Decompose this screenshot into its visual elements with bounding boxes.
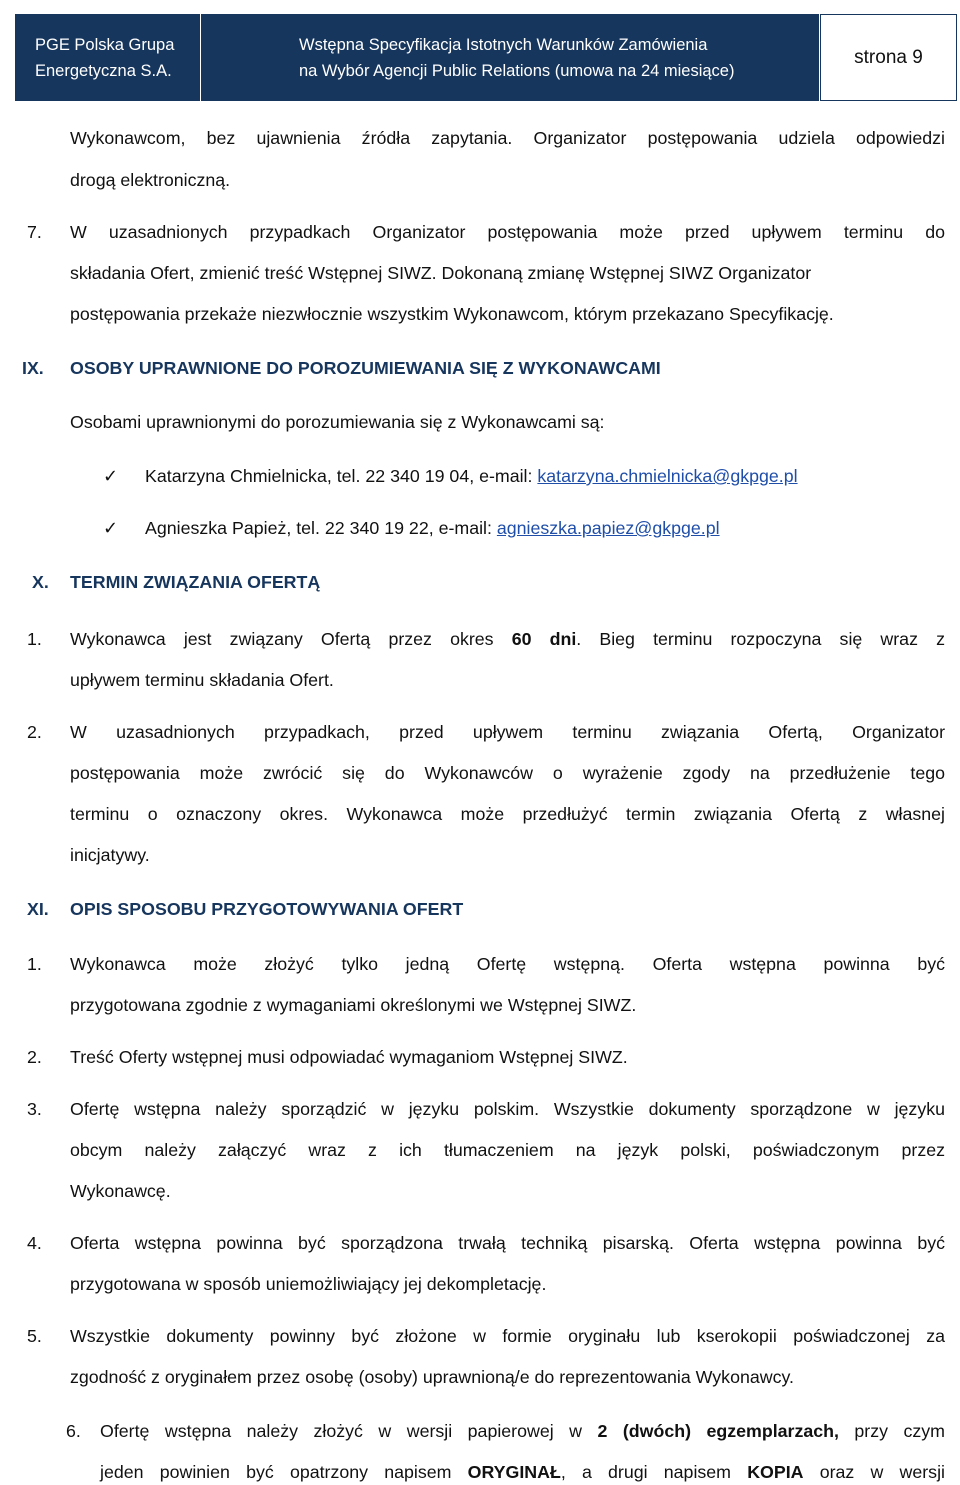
item-7-line-3: postępowania przekaże niezwłocznie wszystkim Wykonawcom, którym przekazano Specyfikację. — [70, 304, 834, 324]
page-number: 9 — [912, 46, 923, 68]
section-10-item-2-line-1: W uzasadnionych przypadkach, przed upływem terminu związania Ofertą, Organizator — [70, 722, 945, 742]
section-11-item-3-line-2: obcym należy załączyć wraz z ich tłumaczeniem na język polski, poświadczonym przez — [70, 1140, 945, 1160]
section-10-item-2-line-3: terminu o oznaczony okres. Wykonawca może przedłużyć termin związania Ofertą z własnej — [70, 804, 945, 824]
item-7-number: 7. — [27, 222, 42, 242]
section-9-intro: Osobami uprawnionymi do porozumiewania się z Wykonawcami są: — [70, 412, 605, 432]
section-10-item-2-number: 2. — [27, 722, 42, 742]
section-11-item-6-line-1 — [100, 1421, 945, 1442]
section-11-item-4-line-1: Oferta wstępna powinna być sporządzona trwałą techniką pisarską. Oferta wstępna powinna być — [70, 1233, 945, 1253]
section-10-item-1-line-1 — [70, 629, 945, 650]
text-run: Ofertę wstępna należy złożyć w wersji papierowej w — [100, 1421, 598, 1441]
section-11-item-3-line-3: Wykonawcę. — [70, 1181, 171, 1201]
section-11-item-4-number: 4. — [27, 1233, 42, 1253]
title-line-1: Wstępna Specyfikacja Istotnych Warunków Zamówienia — [299, 35, 708, 54]
bold-text-run: 2 (dwóch) egzemplarzach, — [597, 1421, 839, 1441]
section-10-item-1-number: 1. — [27, 629, 42, 649]
section-10-item-1-line-2: upływem terminu składania Ofert. — [70, 670, 334, 690]
section-9-numeral: IX. — [22, 358, 44, 378]
text-run: . Bieg terminu rozpoczyna się wraz z — [576, 629, 945, 649]
section-11-item-6-line-2 — [100, 1462, 945, 1483]
section-11-item-6-number: 6. — [66, 1421, 81, 1441]
company-line-1: PGE Polska Grupa — [35, 35, 175, 54]
contact-details: Katarzyna Chmielnicka, tel. 22 340 19 04, e-mail: — [145, 466, 538, 486]
section-11-item-5-line-1: Wszystkie dokumenty powinny być złożone w formie oryginału lub kserokopii poświadczonej za — [70, 1326, 945, 1346]
section-10-item-2-line-4: inicjatywy. — [70, 845, 150, 865]
title-line-2: na Wybór Agencji Public Relations (umowa na 24 miesiące) — [299, 61, 735, 80]
section-10-item-2-line-2: postępowania może zwrócić się do Wykonawców o wyrażenie zgody na przedłużenie tego — [70, 763, 945, 783]
text-run: , a drugi napisem — [560, 1462, 748, 1482]
section-11-item-5-number: 5. — [27, 1326, 42, 1346]
section-11-item-2-number: 2. — [27, 1047, 42, 1067]
page-label: strona — [854, 46, 907, 68]
section-11-numeral: XI. — [27, 899, 49, 919]
text-run: Wykonawca jest związany Ofertą przez okres — [70, 629, 512, 649]
section-11-item-4-line-2: przygotowana w sposób uniemożliwiający jej dekompletację. — [70, 1274, 547, 1294]
contact-item — [145, 518, 720, 539]
intro-line-1: Wykonawcom, bez ujawnienia źródła zapytania. Organizator postępowania udziela odpowiedzi — [70, 128, 945, 148]
section-11-item-1-line-2: przygotowana zgodnie z wymaganiami określonymi we Wstępnej SIWZ. — [70, 995, 637, 1015]
bold-text-run: ORYGINAŁ — [467, 1462, 561, 1482]
company-line-2: Energetyczna S.A. — [35, 61, 172, 80]
section-11-item-3-line-1: Ofertę wstępna należy sporządzić w języku polskim. Wszystkie dokumenty sporządzone w języku — [70, 1099, 945, 1119]
bold-text-run: 60 dni — [511, 629, 577, 649]
section-11-item-3-number: 3. — [27, 1099, 42, 1119]
email-link[interactable]: katarzyna.chmielnicka@gkpge.pl — [537, 466, 798, 486]
section-11-item-5-line-2: zgodność z oryginałem przez osobę (osoby) uprawnioną/e do reprezentowania Wykonawcy. — [70, 1367, 794, 1387]
text-run: oraz w wersji — [803, 1462, 945, 1482]
section-10-title: TERMIN ZWIĄZANIA OFERTĄ — [70, 572, 321, 592]
section-11-item-1-number: 1. — [27, 954, 42, 974]
contact-details: Agnieszka Papież, tel. 22 340 19 22, e-mail: — [145, 518, 497, 538]
check-icon: ✓ — [103, 466, 119, 486]
contact-item — [145, 466, 798, 487]
bold-text-run: KOPIA — [747, 1462, 804, 1482]
intro-line-2: drogą elektroniczną. — [70, 170, 231, 190]
section-11-title: OPIS SPOSOBU PRZYGOTOWYWANIA OFERT — [70, 899, 464, 919]
section-11-item-1-line-1: Wykonawca może złożyć tylko jedną Ofertę wstępną. Oferta wstępna powinna być — [70, 954, 945, 974]
section-9-title: OSOBY UPRAWNIONE DO POROZUMIEWANIA SIĘ Z WYKONAWCAMI — [70, 358, 661, 378]
text-run: przy czym — [838, 1421, 945, 1441]
section-11-item-2-line-1: Treść Oferty wstępnej musi odpowiadać wymaganiom Wstępnej SIWZ. — [70, 1047, 628, 1067]
check-icon: ✓ — [103, 518, 119, 538]
item-7-line-2: składania Ofert, zmienić treść Wstępnej SIWZ. Dokonaną zmianę Wstępnej SIWZ Organizator — [70, 263, 812, 283]
item-7-line-1: W uzasadnionych przypadkach Organizator postępowania może przed upływem terminu do — [70, 222, 945, 242]
email-link[interactable]: agnieszka.papiez@gkpge.pl — [496, 518, 720, 538]
text-run: jeden powinien być opatrzony napisem — [100, 1462, 468, 1482]
section-10-numeral: X. — [32, 572, 49, 592]
